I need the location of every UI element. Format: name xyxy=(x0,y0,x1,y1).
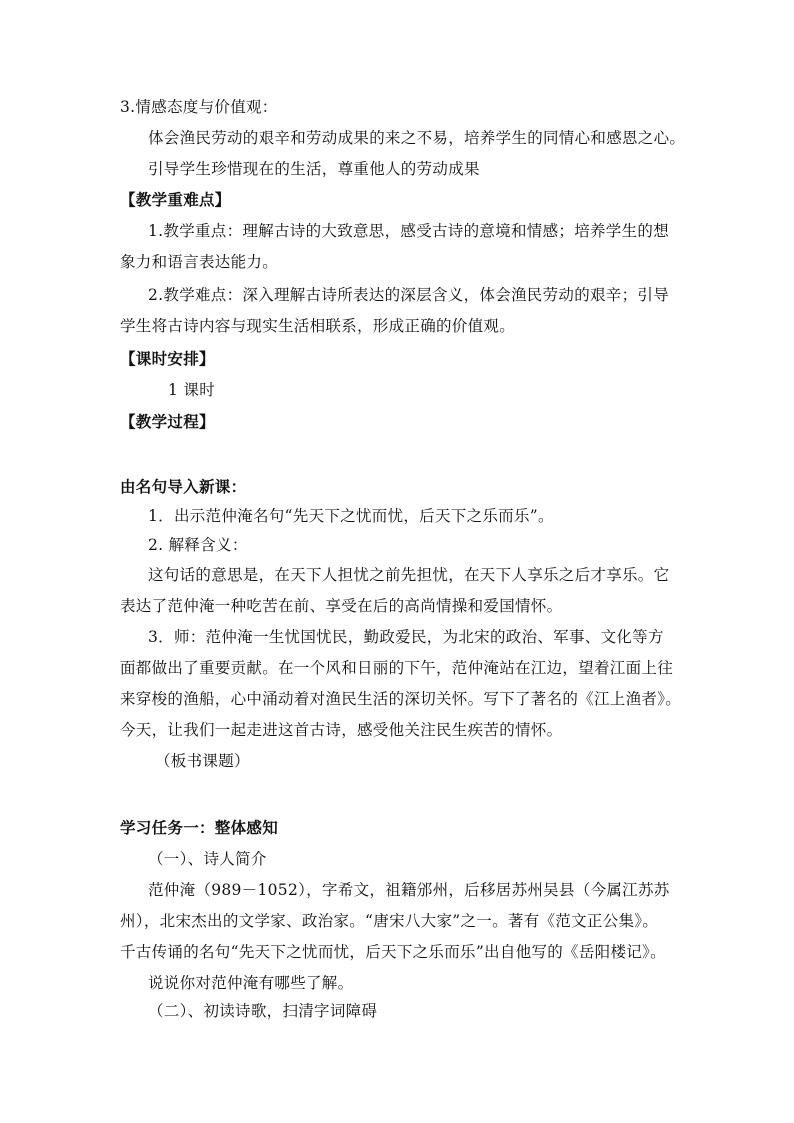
paragraph-line: 1．出示范仲淹名句“先天下之忧而忧，后天下之乐而乐”。 xyxy=(148,507,554,525)
paragraph-line: 千古传诵的名句“先天下之忧而忧，后天下之乐而乐”出自他写的《岳阳楼记》。 xyxy=(120,943,666,961)
paragraph-line: 表达了范仲淹一种吃苦在前、享受在后的高尚情操和爱国情怀。 xyxy=(120,597,563,615)
paragraph-line: 州），北宋杰出的文学家、政治家。“唐宋八大家”之一。著有《范文正公集》。 xyxy=(120,912,659,930)
paragraph-line: 说说你对范仲淹有哪些了解。 xyxy=(148,974,354,992)
paragraph-line: 1 课时 xyxy=(168,381,215,399)
section-heading-attitude: 3.情感态度与价值观： xyxy=(120,98,278,116)
subheading-first-reading: （二）、初读诗歌，扫清字词障碍 xyxy=(148,1002,378,1020)
paragraph-line: 来穿梭的渔船，心中涌动着对渔民生活的深切关怀。写下了著名的《江上渔者》。 xyxy=(120,690,682,708)
paragraph-line: 2. 解释含义： xyxy=(148,536,248,554)
paragraph-line: 3．师：范仲淹一生忧国忧民，勤政爱民，为北宋的政治、军事、文化等方 xyxy=(148,628,664,646)
subheading-poet-intro: （一）、诗人简介 xyxy=(148,850,267,868)
paragraph-line: 今天，让我们一起走进这首古诗，感受他关注民生疾苦的情怀。 xyxy=(120,721,563,739)
paragraph-line: 这句话的意思是，在天下人担忧之前先担忧，在天下人享乐之后才享乐。它 xyxy=(148,566,670,584)
paragraph-line: 范仲淹（989－1052），字希文，祖籍邠州，后移居苏州吴县（今属江苏苏 xyxy=(148,881,670,899)
heading-task-one: 学习任务一：整体感知 xyxy=(120,818,279,837)
heading-key-difficult-points: 【教学重难点】 xyxy=(120,190,231,209)
paragraph-line: 1.教学重点：理解古诗的大致意思，感受古诗的意境和情感；培养学生的想 xyxy=(148,222,669,240)
heading-teaching-process: 【教学过程】 xyxy=(120,412,215,431)
heading-schedule: 【课时安排】 xyxy=(120,349,215,368)
paragraph-line: 面都做出了重要贡献。在一个风和日丽的下午，范仲淹站在江边，望着江面上往 xyxy=(120,659,674,677)
heading-lead-in: 由名句导入新课： xyxy=(120,477,247,496)
paragraph-line: 学生将古诗内容与现实生活相联系，形成正确的价值观。 xyxy=(120,317,516,335)
paragraph-line: 象力和语言表达能力。 xyxy=(120,253,279,271)
paragraph-line: （板书课题） xyxy=(155,752,250,770)
paragraph-line: 体会渔民劳动的艰辛和劳动成果的来之不易，培养学生的同情心和感恩之心。 xyxy=(148,129,686,147)
paragraph-line: 引导学生珍惜现在的生活，尊重他人的劳动成果 xyxy=(148,160,480,178)
paragraph-line: 2.教学难点：深入理解古诗所表达的深层含义，体会渔民劳动的艰辛；引导 xyxy=(148,286,669,304)
